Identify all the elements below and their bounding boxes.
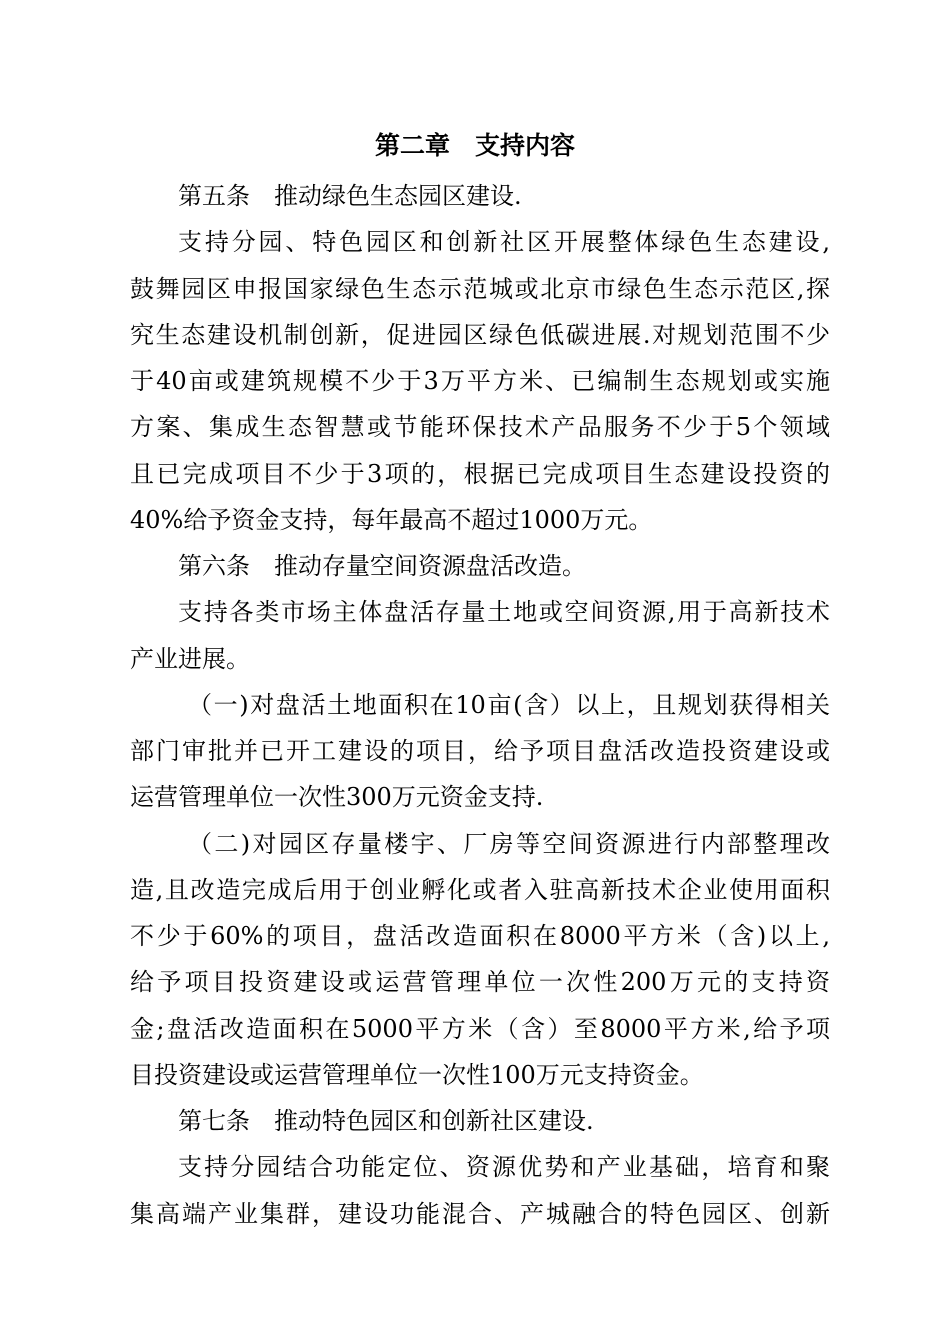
paragraph-line: 且已完成项目不少于3项的，根据已完成项目生态建设投资的 (130, 459, 830, 488)
paragraph-line: 究生态建设机制创新，促进园区绿色低碳进展.对规划范围不少 (130, 320, 830, 349)
paragraph-line: 于40亩或建筑规模不少于3万平方米、已编制生态规划或实施 (130, 367, 830, 395)
list-item-2-line: 不少于60%的项目，盘活改造面积在8000平方米（含)以上, (130, 922, 830, 950)
paragraph-line: 支持分园、特色园区和创新社区开展整体绿色生态建设, (178, 228, 830, 257)
paragraph-line: 产业进展。 (130, 644, 250, 673)
paragraph-line: 鼓舞园区申报国家绿色生态示范城或北京市绿色生态示范区,探 (130, 274, 830, 303)
article-heading-7: 第七条 推动特色园区和创新社区建设. (178, 1107, 594, 1135)
paragraph-line: 支持各类市场主体盘活存量土地或空间资源,用于高新技术 (178, 598, 830, 627)
chapter-title: 第二章 支持内容 (374, 131, 575, 160)
list-item-1-line: 运营管理单位一次性300万元资金支持. (130, 783, 544, 812)
list-item-2-line: 目投资建设或运营管理单位一次性100万元支持资金。 (130, 1060, 704, 1089)
body-text (130, 173, 830, 1237)
paragraph-line: 方案、集成生态智慧或节能环保技术产品服务不少于5个领域 (130, 413, 830, 442)
list-item-1-line: 部门审批并已开工建设的项目，给予项目盘活改造投资建设或 (130, 737, 830, 765)
paragraph-line: 40%给予资金支持，每年最高不超过1000万元。 (130, 505, 653, 534)
paragraph-line: 集高端产业集群，建设功能混合、产城融合的特色园区、创新 (130, 1199, 830, 1228)
paragraph-line: 支持分园结合功能定位、资源优势和产业基础，培育和聚 (178, 1153, 830, 1182)
article-heading-5: 第五条 推动绿色生态园区建设. (178, 182, 522, 210)
list-item-2-line: 造,且改造完成后用于创业孵化或者入驻高新技术企业使用面积 (130, 875, 830, 904)
list-item-2-line: （二)对园区存量楼宇、厂房等空间资源进行内部整理改 (188, 829, 830, 858)
article-heading-6: 第六条 推动存量空间资源盘活改造。 (178, 552, 586, 580)
list-item-1-line: （一)对盘活土地面积在10亩(含）以上，且规划获得相关 (188, 690, 830, 719)
list-item-2-line: 金;盘活改造面积在5000平方米（含）至8000平方米,给予项 (130, 1014, 830, 1043)
list-item-2-line: 给予项目投资建设或运营管理单位一次性200万元的支持资 (130, 968, 830, 997)
